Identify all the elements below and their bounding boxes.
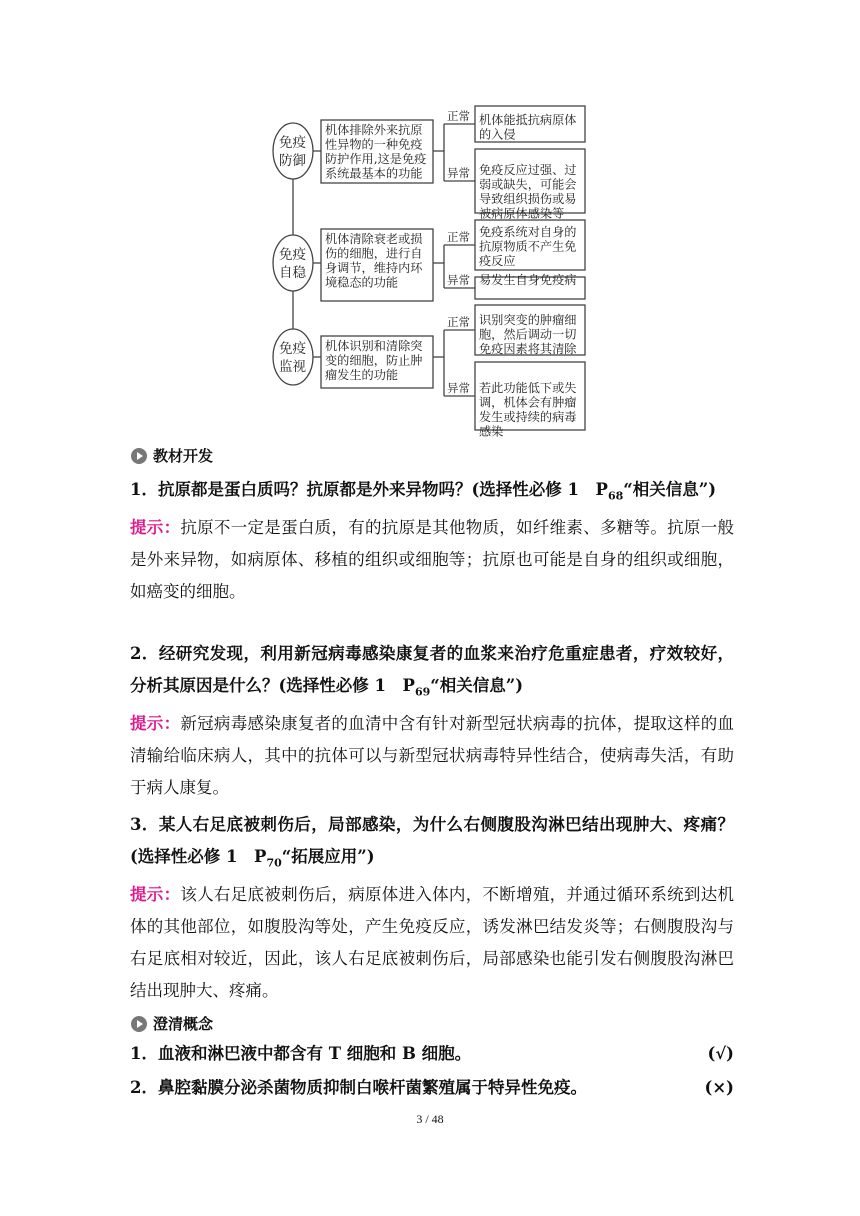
question-text: 某人右足底被刺伤后，局部感染，为什么右侧腹股沟淋巴结出现肿大、疼痛？: [158, 815, 735, 834]
function-node: [273, 235, 313, 291]
section-title: 澄清概念: [153, 1015, 214, 1033]
question-1: [130, 474, 734, 608]
immune-function-diagram: [0, 0, 860, 440]
page-number: 3 / 48: [416, 1112, 444, 1126]
description-text: 境稳态的功能: [325, 275, 399, 290]
question-text: 经研究发现，利用新冠病毒感染康复者的血浆来治疗危重症患者，疗效较好，分析其原因是什么？: [130, 644, 735, 695]
branch-state-label: 正常: [447, 315, 470, 329]
hint-3: [130, 879, 734, 1007]
function-label: 监视: [279, 359, 306, 375]
description-text: 伤的细胞，进行自: [325, 246, 423, 261]
description-text: 变的细胞，防止肿: [325, 353, 423, 368]
outcome-text: 若此功能低下或失: [479, 381, 577, 395]
outcome-text: 的入侵: [479, 127, 516, 142]
hint-text: 抗原不一定是蛋白质，有的抗原是其他物质，如纤维素、多糖等。抗原一般是外来异物，如病原体、移植的组织或细胞等；抗原也可能是自身的组织或细胞，如癌变的细胞。: [130, 518, 735, 602]
description-text: 系统最基本的功能: [325, 166, 423, 181]
outcome-text: 免疫系统对自身的: [479, 225, 577, 239]
function-label: 免疫: [279, 135, 306, 151]
hint-1: [130, 512, 734, 608]
question-reference: (选择性必修 1 $P_{69}“$相关信息”): [278, 676, 524, 699]
outcome-text: 疫反应: [479, 254, 516, 268]
outcome-text: 被病原体感染等: [479, 206, 565, 221]
hint-label: 提示：: [130, 714, 181, 734]
branch-state-label: 正常: [447, 230, 470, 244]
function-label: 免疫: [279, 341, 306, 357]
outcome-text: 机体能抵抗病原体: [479, 113, 577, 127]
description-text: 瘤发生的功能: [325, 368, 399, 382]
outcome-text: 导致组织损伤或易: [479, 192, 577, 206]
section-header-textbook: [130, 445, 213, 467]
play-circle-icon: [130, 447, 148, 465]
answer-mark: (√): [707, 1044, 734, 1063]
outcome-text: 胞，然后调动一切: [479, 327, 577, 342]
function-label: 免疫: [279, 247, 306, 263]
hint-2: [130, 708, 734, 804]
description-text: 性异物的一种免疫: [325, 137, 423, 152]
concept-item-1: [130, 1041, 734, 1067]
hint-text: 该人右足底被刺伤后，病原体进入体内，不断增殖，并通过循环系统到达机体的其他部位，如腹股沟等处，产生免疫反应，诱发淋巴结发炎等；右侧腹股沟与右足底相对较近，因此，该人右足底被刺伤后，局部感染也能引发右侧腹股沟淋巴结出现肿大、疼痛。: [130, 885, 735, 1001]
description-text: 机体清除衰老或损: [325, 232, 423, 246]
question-reference: (选择性必修 1 $P_{68}“$相关信息”): [471, 480, 717, 503]
question-number: 3．: [130, 815, 159, 834]
section-title: 教材开发: [153, 447, 214, 465]
question-reference: (选择性必修 1 $P_{70}“$拓展应用”): [130, 847, 375, 870]
branch-state-label: 异常: [447, 273, 470, 287]
outcome-text: 调，机体会有肿瘤: [479, 395, 577, 410]
question-2: [130, 638, 734, 804]
play-circle-icon: [130, 1015, 148, 1033]
outcome-text: 抗原物质不产生免: [479, 239, 577, 254]
function-node: [273, 329, 313, 385]
outcome-text: 免疫反应过强、过: [479, 163, 577, 177]
concept-item-2: [130, 1075, 734, 1101]
question-number: 2．: [130, 644, 159, 663]
function-label: 防御: [279, 153, 306, 169]
branch-state-label: 异常: [447, 166, 470, 180]
question-number: 1．: [130, 480, 158, 499]
outcome-text: 易发生自身免疫病: [479, 273, 577, 287]
question-3: [130, 809, 734, 1007]
section-header-concepts: [130, 1013, 213, 1035]
description-text: 防护作用,这是免疫: [325, 152, 427, 166]
function-node: [273, 123, 313, 179]
description-text: 机体识别和清除突: [325, 339, 423, 353]
description-text: 身调节，维持内环: [325, 261, 423, 275]
branch-state-label: 正常: [447, 109, 470, 123]
outcome-text: 弱或缺失，可能会: [479, 177, 577, 192]
branch-state-label: 异常: [447, 381, 470, 395]
concept-text: 1．血液和淋巴液中都含有 T 细胞和 B 细胞。: [130, 1044, 472, 1063]
answer-mark: (×): [704, 1078, 734, 1097]
outcome-text: 发生或持续的病毒: [479, 410, 577, 424]
question-text: 抗原都是蛋白质吗？抗原都是外来异物吗？: [157, 480, 472, 499]
hint-text: 新冠病毒感染康复者的血清中含有针对新型冠状病毒的抗体，提取这样的血清输给临床病人，其中的抗体可以与新型冠状病毒特异性结合，使病毒失活，有助于病人康复。: [130, 714, 735, 798]
description-text: 机体排除外来抗原: [325, 123, 423, 137]
hint-label: 提示：: [130, 518, 181, 538]
outcome-text: 感染: [479, 424, 504, 439]
concept-text: 2．鼻腔黏膜分泌杀菌物质抑制白喉杆菌繁殖属于特异性免疫。: [130, 1078, 587, 1097]
outcome-text: 免疫因素将其清除: [479, 342, 577, 356]
function-label: 自稳: [279, 265, 306, 281]
outcome-text: 识别突变的肿瘤细: [479, 313, 577, 327]
hint-label: 提示：: [130, 885, 181, 905]
